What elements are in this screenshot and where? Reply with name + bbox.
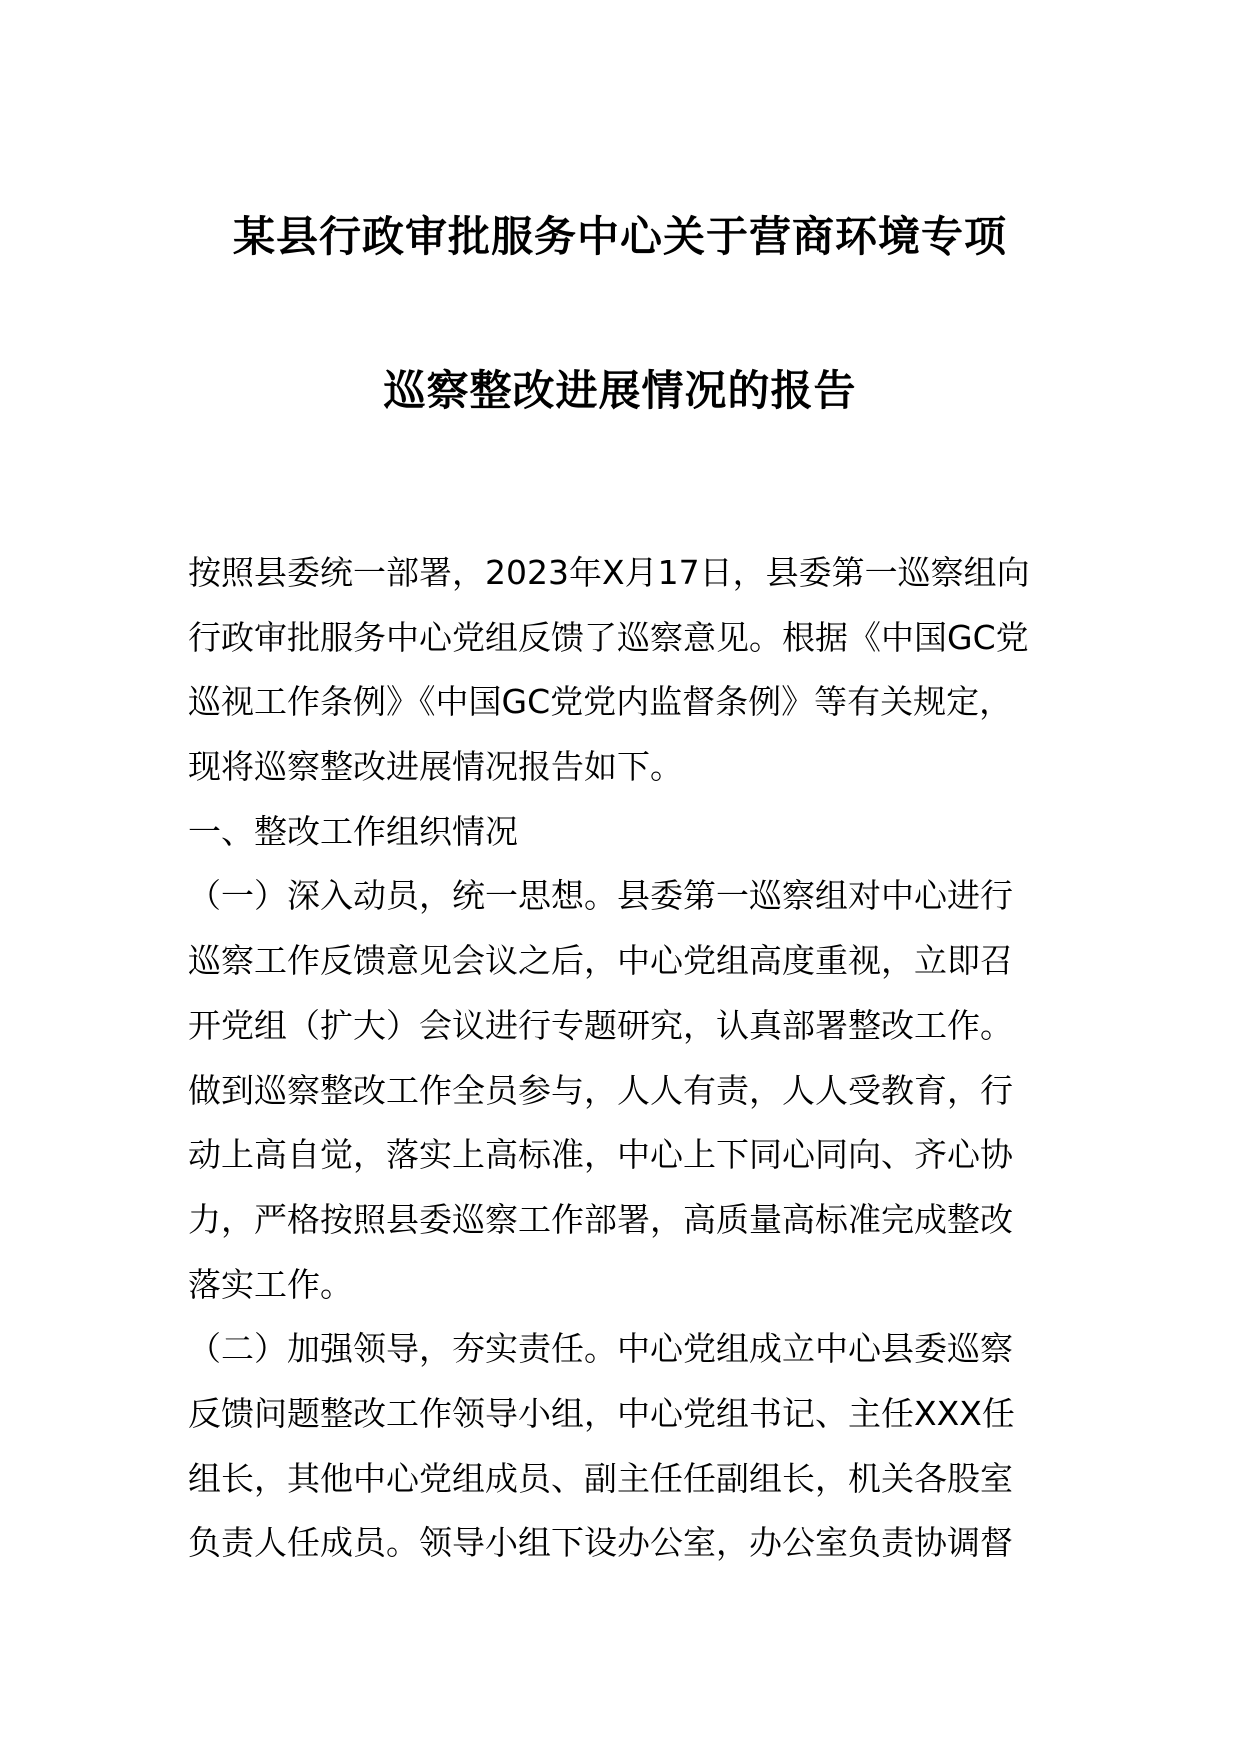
body-line: 落实工作。 <box>188 1264 353 1304</box>
body-line: 反馈问题整改工作领导小组，中心党组书记、主任XXX任 <box>188 1393 1015 1433</box>
body-line: 巡察工作反馈意见会议之后，中心党组高度重视，立即召 <box>188 941 1013 981</box>
document-title-line-1: 某县行政审批服务中心关于营商环境专项 <box>232 212 1007 261</box>
body-line: 动上高自觉，落实上高标准，中心上下同心同向、齐心协 <box>188 1135 1013 1175</box>
body-line: 开党组（扩大）会议进行专题研究，认真部署整改工作。 <box>188 1005 1013 1045</box>
body-line: 力，严格按照县委巡察工作部署，高质量高标准完成整改 <box>188 1199 1013 1239</box>
body-line: （一）深入动员，统一思想。县委第一巡察组对中心进行 <box>188 876 1013 916</box>
section-heading: 一、整改工作组织情况 <box>188 811 518 851</box>
document-body <box>188 541 1064 1576</box>
body-line: 做到巡察整改工作全员参与，人人有责，人人受教育，行 <box>188 1070 1013 1110</box>
body-line: 巡视工作条例》《中国GC党党内监督条例》等有关规定， <box>188 682 1013 722</box>
body-line: （二）加强领导，夯实责任。中心党组成立中心县委巡察 <box>188 1329 1013 1369</box>
body-line: 按照县委统一部署，2023年X月17日，县委第一巡察组向 <box>188 553 1030 592</box>
body-line: 现将巡察整改进展情况报告如下。 <box>188 747 683 787</box>
body-line: 行政审批服务中心党组反馈了巡察意见。根据《中国GC党 <box>188 617 1029 657</box>
body-line: 负责人任成员。领导小组下设办公室，办公室负责协调督 <box>188 1523 1013 1563</box>
document-title-line-2: 巡察整改进展情况的报告 <box>383 366 857 415</box>
body-line: 组长，其他中心党组成员、副主任任副组长，机关各股室 <box>188 1458 1013 1498</box>
